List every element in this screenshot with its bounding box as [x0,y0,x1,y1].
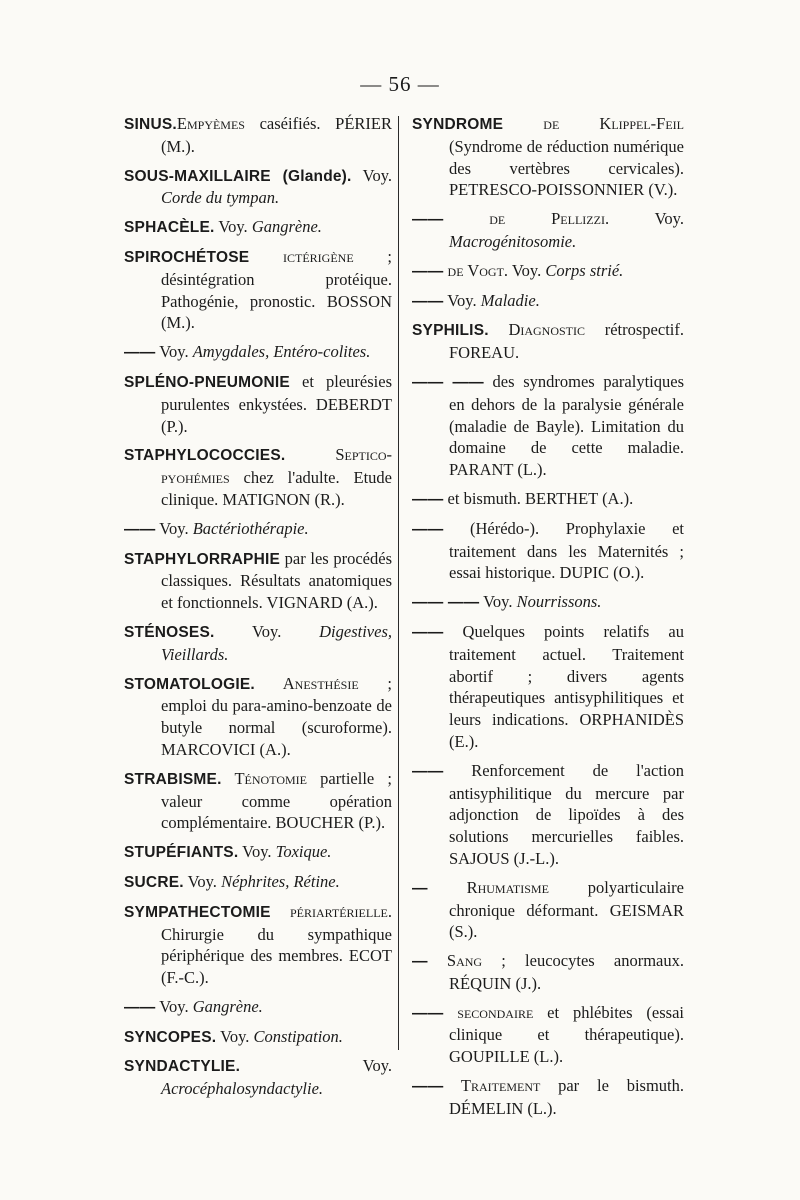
entry-ital: Macrogénitosomie. [449,231,577,251]
entry-sub: Sang [427,951,483,971]
index-entry [124,768,392,834]
entry-head: STRABISME. [124,770,222,788]
entry-text: Voy. [214,217,252,237]
index-entry [124,1055,392,1100]
entry-head: SPIROCHÉTOSE [124,248,250,266]
index-entry [412,488,684,511]
index-entry [124,1026,392,1049]
entry-text: ; désintégration protéique. Pathogénie, pronostic. BOSSON (M.). [161,246,392,333]
entry-sub: Empyèmes [176,114,245,133]
index-entry [124,996,392,1019]
index-entry [124,246,392,334]
index-entry [412,290,684,313]
entry-text: Voy. [155,342,193,362]
entry-ital: Amygdales, Entéro-colites. [192,342,371,362]
index-entry [124,901,392,989]
entry-text: par le bismuth. DÉMELIN (L.). [449,1076,684,1118]
index-entry [124,341,392,364]
entry-head: —— [412,262,444,280]
entry-head: SYNCOPES. [124,1028,217,1046]
entry-text: (Hérédo-). Prophylaxie et traitement dans les Maternités ; essai historique. DUPIC (O.). [443,518,684,583]
entry-ital: Gangrène. [251,217,322,237]
index-entry [412,319,684,364]
entry-text: et phlébites (essai clinique et thérapeutique). GOUPILLE (L.). [449,1002,684,1067]
index-entry [412,591,684,614]
entry-head: —— [412,1078,444,1096]
entry-head: —— [124,998,156,1016]
entry-ital: Nourrissons. [516,592,602,612]
entry-sub: Diagnostic [488,320,586,340]
entry-text: Voy. [183,871,222,891]
entry-text: Voy. [216,1026,254,1046]
index-entry [412,950,684,995]
entry-text: Voy. [240,1056,392,1076]
index-entry [412,1075,684,1120]
entry-text: Voy. [351,165,392,185]
entry-head: —— [412,520,444,538]
entry-head: SYNDACTYLIE. [124,1058,241,1076]
entry-head: —— [412,490,444,508]
index-entry [124,841,392,864]
index-entry [124,113,392,158]
entry-text: Voy. [155,518,193,538]
entry-head: STÉNOSES. [124,623,215,641]
entry-head: — [412,953,428,971]
entry-text: Voy. [609,209,684,229]
index-entry [412,877,684,943]
entry-sub: de Vogt. [443,260,509,280]
entry-sub: secondaire [443,1002,534,1022]
entry-sub: ictérigène [249,246,354,266]
entry-sub: Anesthésie [254,673,359,693]
entry-head: —— [412,292,444,310]
entry-ital: Maladie. [480,290,540,310]
entry-text: Voy. [508,260,546,280]
entry-ital: Toxique. [275,842,332,862]
index-entry [412,1002,684,1068]
page-number: — 56 — [360,72,440,96]
entry-head: —— [412,1004,444,1022]
entry-text: chez l'adulte. Etude clinique. MATIGNON (R.). [161,468,392,509]
entry-text: Quelques points relatifs au traitement actuel. Traitement abortif ; divers agents thérapeutiques antisyphilitiques et leurs indications. ORPHANIDÈS (E.). [443,621,684,751]
entry-head: —— [124,344,156,362]
entry-text: Voy. [155,996,193,1016]
index-entry [124,444,392,510]
index-entry [124,518,392,541]
entry-head: SOUS-MAXILLAIRE (Glande). [124,167,352,185]
entry-text: ; emploi du para-amino-benzoate de butyle normal (scuroforme). MARCOVICI (A.). [161,673,392,759]
index-entry [124,216,392,239]
entry-sub: Ténotomie [221,768,307,788]
left-column [124,113,392,1107]
index-entry [124,673,392,761]
entry-head: SYMPATHECTOMIE [124,903,271,921]
index-entry [412,621,684,753]
entry-text: et pleurésies purulentes enkystées. DEBERDT (P.). [161,371,392,436]
entry-head: SPHACÈLE. [124,219,215,237]
entry-text: et bismuth. BERTHET (A.). [443,488,634,508]
index-entry [124,871,392,894]
entry-text: caséifiés. PÉRIER (M.). [161,114,392,156]
entry-ital: Constipation. [253,1026,343,1046]
entry-sub: de Klippel-Feil [503,114,684,133]
entry-head: —— —— [412,373,484,391]
entry-head: STOMATOLOGIE. [124,675,255,693]
entry-text: Renforcement de l'action antisyphilitique du mercure par adjonction de lipoïdes à des solutions mercurielles faibles. SAJOUS (J.-L.). [443,760,684,868]
entry-head: —— [124,520,156,538]
entry-ital: Acrocéphalosyndactylie. [161,1079,324,1099]
entry-head: STAPHYLORRAPHIE [124,550,281,568]
entry-head: —— [412,762,444,780]
entry-ital: Corde du tympan. [161,188,280,208]
entry-head: SUCRE. [124,873,184,891]
index-entry [124,165,392,210]
entry-text: polyarticulaire chronique déformant. GEISMAR (S.). [449,877,684,942]
entry-text: des syndromes paralytiques en dehors de la paralysie générale (maladie de Bayle). Limitation du domaine de cette maladie. PARANT (L.). [449,371,684,480]
index-entry [124,621,392,666]
entry-ital: Néphrites, Rétine. [221,871,340,891]
entry-head: STUPÉFIANTS. [124,844,239,862]
entry-sub: Traitement [443,1076,541,1096]
index-entry [412,760,684,870]
index-entry [412,371,684,481]
entry-text: Chirurgie du sympathique périphérique des membres. ECOT (F.-C.). [161,924,392,988]
index-entry [412,208,684,253]
entry-text: Voy. [214,621,320,641]
entry-sub: Septico-pyohémies [161,445,392,488]
entry-ital: Bactériothérapie. [192,518,309,538]
entry-text: Voy. [443,290,481,310]
entry-head: SYPHILIS. [412,322,489,340]
entry-text: partielle ; valeur comme opération complémentaire. BOUCHER (P.). [161,768,393,833]
entry-text: Voy. [238,842,276,862]
entry-text: ; leucocytes anormaux. RÉQUIN (J.). [449,951,684,993]
column-divider [398,116,399,1050]
entry-text: rétrospectif. FOREAU. [449,320,684,363]
index-entry [412,518,684,584]
entry-text: Voy. [479,592,517,612]
entry-sub: Rhumatisme [427,877,549,897]
entry-head: SYNDROME [412,116,504,133]
index-entry [412,113,684,201]
entry-head: —— [412,211,444,229]
entry-head: SINUS. [124,116,177,133]
entry-ital: Digestives, Vieillards. [161,621,392,664]
entry-ital: Corps strié. [545,260,624,280]
entry-head: STAPHYLOCOCCIES. [124,447,286,465]
entry-sub: de Pellizzi. [443,209,610,229]
entry-text: par les procédés classiques. Résultats anatomiques et fonctionnels. VIGNARD (A.). [161,548,392,613]
entry-head: —— —— [412,594,480,612]
index-entry [412,260,684,283]
entry-head: —— [412,623,444,641]
index-entry [124,548,392,614]
right-column [412,113,684,1127]
entry-head: — [412,879,428,897]
entry-ital: Gangrène. [192,996,263,1016]
entry-sub: périartérielle. [270,901,392,921]
index-entry [124,371,392,437]
entry-text: (Syndrome de réduction numérique des vertèbres cervicales). PETRESCO-POISSONNIER (V.). [449,136,684,200]
entry-head: SPLÉNO-PNEUMONIE [124,373,290,391]
